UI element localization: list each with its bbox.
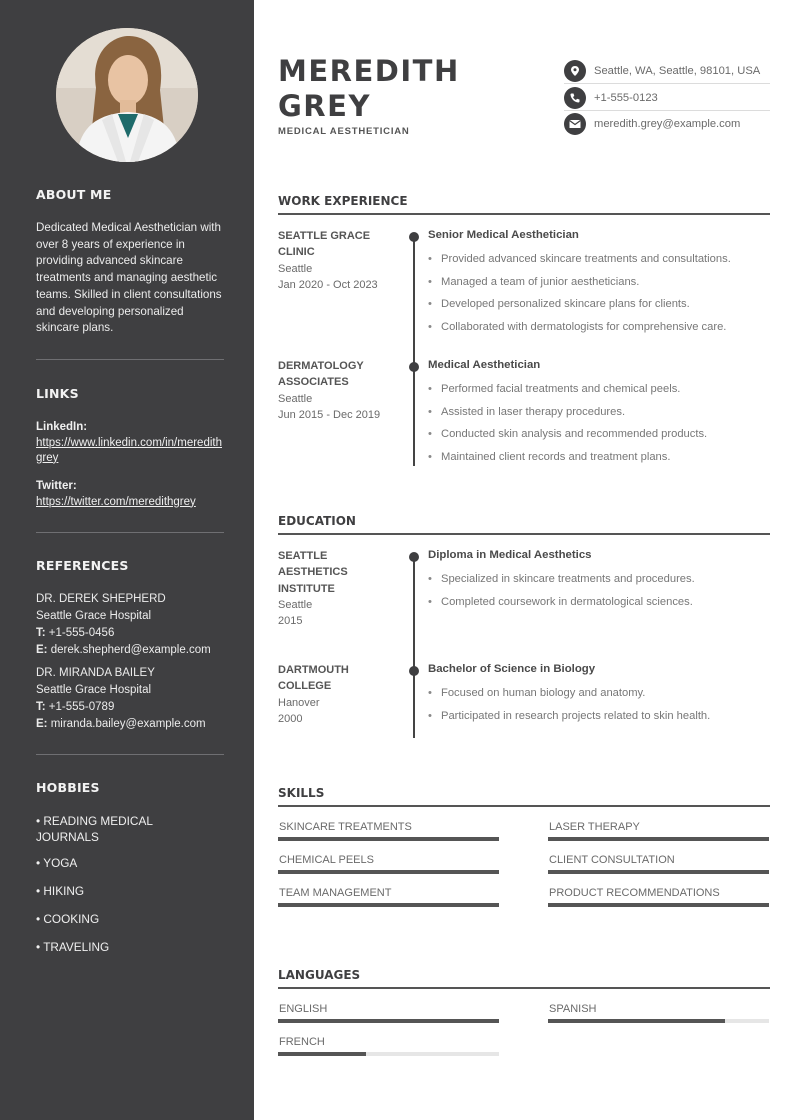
divider	[36, 359, 224, 360]
skill-bar	[548, 870, 769, 874]
hobby-item: • YOGA	[36, 856, 78, 870]
languages-title: LANGUAGES	[278, 968, 361, 982]
reference-phone: T: +1-555-0456	[36, 627, 115, 639]
language-name: ENGLISH	[279, 1003, 328, 1015]
degree-title: Diploma in Medical Aesthetics	[428, 549, 592, 561]
language-bar-fill	[278, 1019, 499, 1023]
skills-title: SKILLS	[278, 786, 325, 800]
reference-org: Seattle Grace Hospital	[36, 610, 152, 622]
contact-phone	[564, 85, 770, 111]
timeline-dot	[409, 666, 419, 676]
list-item: • Specialized in skincare treatments and procedures.	[428, 568, 773, 591]
linkedin-url[interactable]: https://www.linkedin.com/in/meredithgrey	[36, 436, 222, 464]
phone-icon	[564, 87, 586, 109]
skill-name: LASER THERAPY	[549, 821, 640, 833]
language-bar-fill	[278, 1052, 366, 1056]
job-title: MEDICAL AESTHETICIAN	[278, 126, 410, 137]
link-twitter	[36, 478, 226, 510]
hobby-item: • COOKING	[36, 912, 100, 926]
org-dates: Jan 2020 - Oct 2023	[278, 278, 378, 291]
list-item: • Developed personalized skincare plans for clients.	[428, 293, 773, 316]
skill-item	[278, 821, 499, 841]
work-experience-title: WORK EXPERIENCE	[278, 194, 408, 208]
language-item	[278, 1036, 499, 1056]
divider	[36, 754, 224, 755]
avatar	[56, 28, 198, 162]
list-item: • Conducted skin analysis and recommended products.	[428, 423, 773, 446]
skill-bar-fill	[548, 903, 769, 907]
section-rule	[278, 213, 770, 215]
education-bullets	[428, 568, 773, 613]
timeline-dot	[409, 362, 419, 372]
skill-name: PRODUCT RECOMMENDATIONS	[549, 887, 720, 899]
skill-bar	[278, 870, 499, 874]
skill-name: CLIENT CONSULTATION	[549, 854, 675, 866]
education-org	[278, 548, 388, 629]
education-bullets	[428, 682, 773, 727]
language-bar	[278, 1052, 499, 1056]
timeline-dot	[409, 232, 419, 242]
reference-email: E: miranda.bailey@example.com	[36, 718, 206, 730]
about-title: ABOUT ME	[36, 187, 112, 202]
phone-text: +1-555-0123	[594, 91, 658, 104]
language-item	[278, 1003, 499, 1023]
list-item: • Assisted in laser therapy procedures.	[428, 401, 773, 424]
org-dates: 2015	[278, 615, 303, 628]
last-name: GREY	[278, 89, 371, 123]
work-bullets	[428, 378, 773, 468]
education-org	[278, 662, 388, 727]
skill-item	[278, 854, 499, 874]
degree-title: Bachelor of Science in Biology	[428, 663, 596, 675]
divider	[36, 532, 224, 533]
first-name: MEREDITH	[278, 54, 460, 88]
list-item: • Maintained client records and treatment plans.	[428, 446, 773, 469]
role-title: Senior Medical Aesthetician	[428, 229, 579, 241]
work-bullets	[428, 248, 773, 338]
email-text: meredith.grey@example.com	[594, 118, 741, 130]
hobby-item: • HIKING	[36, 884, 85, 898]
skill-name: CHEMICAL PEELS	[279, 854, 374, 866]
section-rule	[278, 987, 770, 989]
list-item: • Performed facial treatments and chemical peels.	[428, 378, 773, 401]
reference-item	[36, 665, 236, 733]
skill-bar-fill	[278, 837, 499, 841]
education-title: EDUCATION	[278, 514, 356, 528]
org-name: SEATTLE AESTHETICS INSTITUTE	[278, 550, 348, 595]
skill-item	[278, 887, 499, 907]
org-name: DERMATOLOGY ASSOCIATES	[278, 360, 364, 389]
list-item: • Completed coursework in dermatological sciences.	[428, 591, 773, 614]
skill-bar-fill	[548, 870, 769, 874]
contact-email	[564, 111, 770, 137]
address-text: Seattle, WA, Seattle, 98101, USA	[594, 64, 761, 77]
language-item	[548, 1003, 769, 1023]
full-name	[278, 54, 460, 124]
section-rule	[278, 805, 770, 807]
email-icon	[564, 113, 586, 135]
hobbies-title: HOBBIES	[36, 780, 100, 795]
skill-bar-fill	[278, 870, 499, 874]
role-title: Medical Aesthetician	[428, 359, 541, 371]
work-org	[278, 358, 388, 423]
profile-photo	[56, 28, 198, 162]
reference-org: Seattle Grace Hospital	[36, 684, 152, 696]
list-item: • Collaborated with dermatologists for comprehensive care.	[428, 316, 773, 339]
list-item: • Participated in research projects related to skin health.	[428, 705, 773, 728]
org-location: Seattle	[278, 598, 313, 611]
skill-item	[548, 854, 769, 874]
sidebar	[0, 0, 254, 1120]
reference-email: E: derek.shepherd@example.com	[36, 644, 211, 656]
skill-name: SKINCARE TREATMENTS	[279, 821, 412, 833]
org-dates: Jun 2015 - Dec 2019	[278, 408, 381, 421]
org-name: SEATTLE GRACE CLINIC	[278, 230, 371, 259]
skill-item	[548, 887, 769, 907]
section-rule	[278, 533, 770, 535]
skill-bar	[548, 837, 769, 841]
list-item: • Provided advanced skincare treatments and consultations.	[428, 248, 773, 271]
skill-bar-fill	[278, 903, 499, 907]
linkedin-label: LinkedIn:	[36, 421, 88, 433]
org-name: DARTMOUTH COLLEGE	[278, 664, 349, 693]
reference-phone: T: +1-555-0789	[36, 701, 115, 713]
language-name: FRENCH	[279, 1036, 325, 1048]
language-name: SPANISH	[549, 1003, 597, 1015]
link-linkedin	[36, 419, 226, 466]
skill-name: TEAM MANAGEMENT	[279, 887, 392, 899]
about-text: Dedicated Medical Aesthetician with over 8 years of experience in providing advanced skincare treatments and managing aesthetic teams. Skilled in client consultations and developing personalized skincare plans.	[36, 221, 222, 335]
reference-name: DR. DEREK SHEPHERD	[36, 593, 166, 605]
skill-item	[548, 821, 769, 841]
org-dates: 2000	[278, 712, 303, 725]
contact-address	[564, 58, 770, 84]
twitter-label: Twitter:	[36, 480, 77, 492]
links-title: LINKS	[36, 386, 79, 401]
skill-bar	[278, 837, 499, 841]
reference-item	[36, 591, 236, 659]
org-location: Seattle	[278, 392, 313, 405]
skill-bar-fill	[548, 837, 769, 841]
language-bar	[278, 1019, 499, 1023]
language-bar	[548, 1019, 769, 1023]
language-bar-fill	[548, 1019, 725, 1023]
hobby-item: • READING MEDICAL JOURNALS	[36, 814, 153, 844]
hobby-item: • TRAVELING	[36, 940, 110, 954]
location-pin-icon	[564, 60, 586, 82]
skill-bar	[278, 903, 499, 907]
org-location: Seattle	[278, 262, 313, 275]
reference-name: DR. MIRANDA BAILEY	[36, 667, 155, 679]
timeline-dot	[409, 552, 419, 562]
references-title: REFERENCES	[36, 558, 129, 573]
skill-bar	[548, 903, 769, 907]
timeline-line	[413, 556, 415, 738]
twitter-url[interactable]: https://twitter.com/meredithgrey	[36, 495, 196, 508]
org-location: Hanover	[278, 696, 320, 709]
work-org	[278, 228, 388, 293]
list-item: • Managed a team of junior aestheticians.	[428, 271, 773, 294]
list-item: • Focused on human biology and anatomy.	[428, 682, 773, 705]
timeline-line	[413, 236, 415, 466]
